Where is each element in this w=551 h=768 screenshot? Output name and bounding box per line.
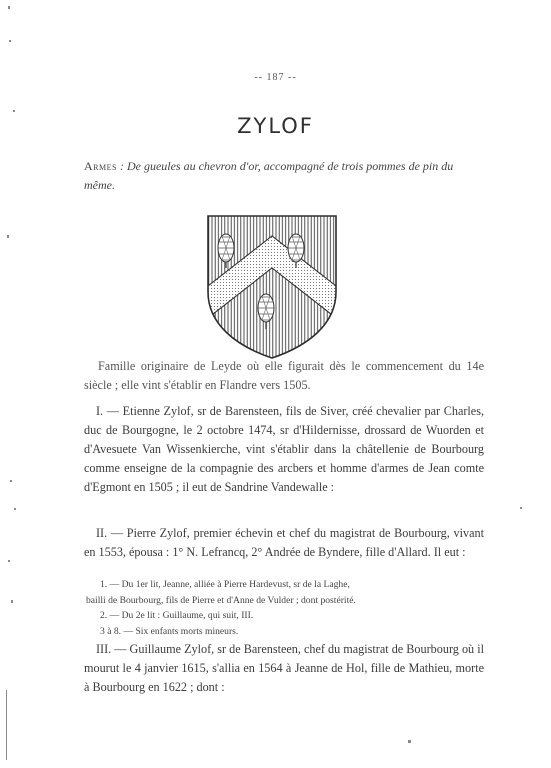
generation-3-paragraph: III. — Guillaume Zylof, sr de Barensteen, chef du magistrat de Bourbourg où il mourut le 4 janvier 1615, s'allia en 1564 à Jeanne de Hol, fille de Mathieu, morte à Bourbourg en 1622 ; dont : [84,642,484,694]
page-number: -- 187 -- [254,72,297,83]
list-item: 1. — Du 1er lit, Jeanne, alliée à Pierre Hardevust, sr de la Laghe, [100,579,350,590]
armes-description [84,157,484,195]
scan-speck [14,508,16,510]
family-origin-paragraph: Famille originaire de Leyde où elle figurait dès le commencement du 14e siècle ; elle vint s'établir en Flandre vers 1505. [84,359,484,392]
page-title: ZYLOF [237,114,314,138]
scan-speck [9,40,11,42]
list-item: 3 à 8. — Six enfants morts mineurs. [100,625,239,637]
armes-text: : De gueules au chevron d'or, accompagné de trois pommes de pin du même. [84,159,454,192]
armes-label: Armes [84,159,117,173]
list-item: bailli de Bourbourg, fils de Pierre et d'Anne de Vulder ; dont postérité. [86,594,356,606]
scan-speck [13,110,15,112]
scan-speck [8,6,10,9]
scan-speck [7,235,9,238]
list-item: 2. — Du 2e lit : Guillaume, qui suit, III. [100,610,254,621]
generation-1-paragraph: I. — Etienne Zylof, sr de Barensteen, fils de Siver, créé chevalier par Charles, duc de Bourgogne, le 2 octobre 1474, sr d'Hildernisse, drossard de Wuorden et d'Avesuete Van Wissenkierche, vint s'établir dans la châtellenie de Bourbourg comme enseigne de la compagnie des arcbers et homme d'armes de Jean comte d'Egmont en 1505 ; il eut de Sandrine Vandewalle : [84,404,484,494]
scan-speck [10,480,12,482]
children-list [86,577,484,639]
scan-edge-line [6,690,7,760]
scan-speck [520,507,522,509]
scan-speck [8,560,10,562]
scan-speck [11,600,13,603]
generation-2-paragraph: II. — Pierre Zylof, premier échevin et chef du magistrat de Bourbourg, vivant en 1553, épousa : 1° N. Lefrancq, 2° Andrée de Byndere, fille d'Allard. Il eut : [84,526,484,559]
coat-of-arms-icon [204,212,340,360]
scan-speck [408,740,411,743]
